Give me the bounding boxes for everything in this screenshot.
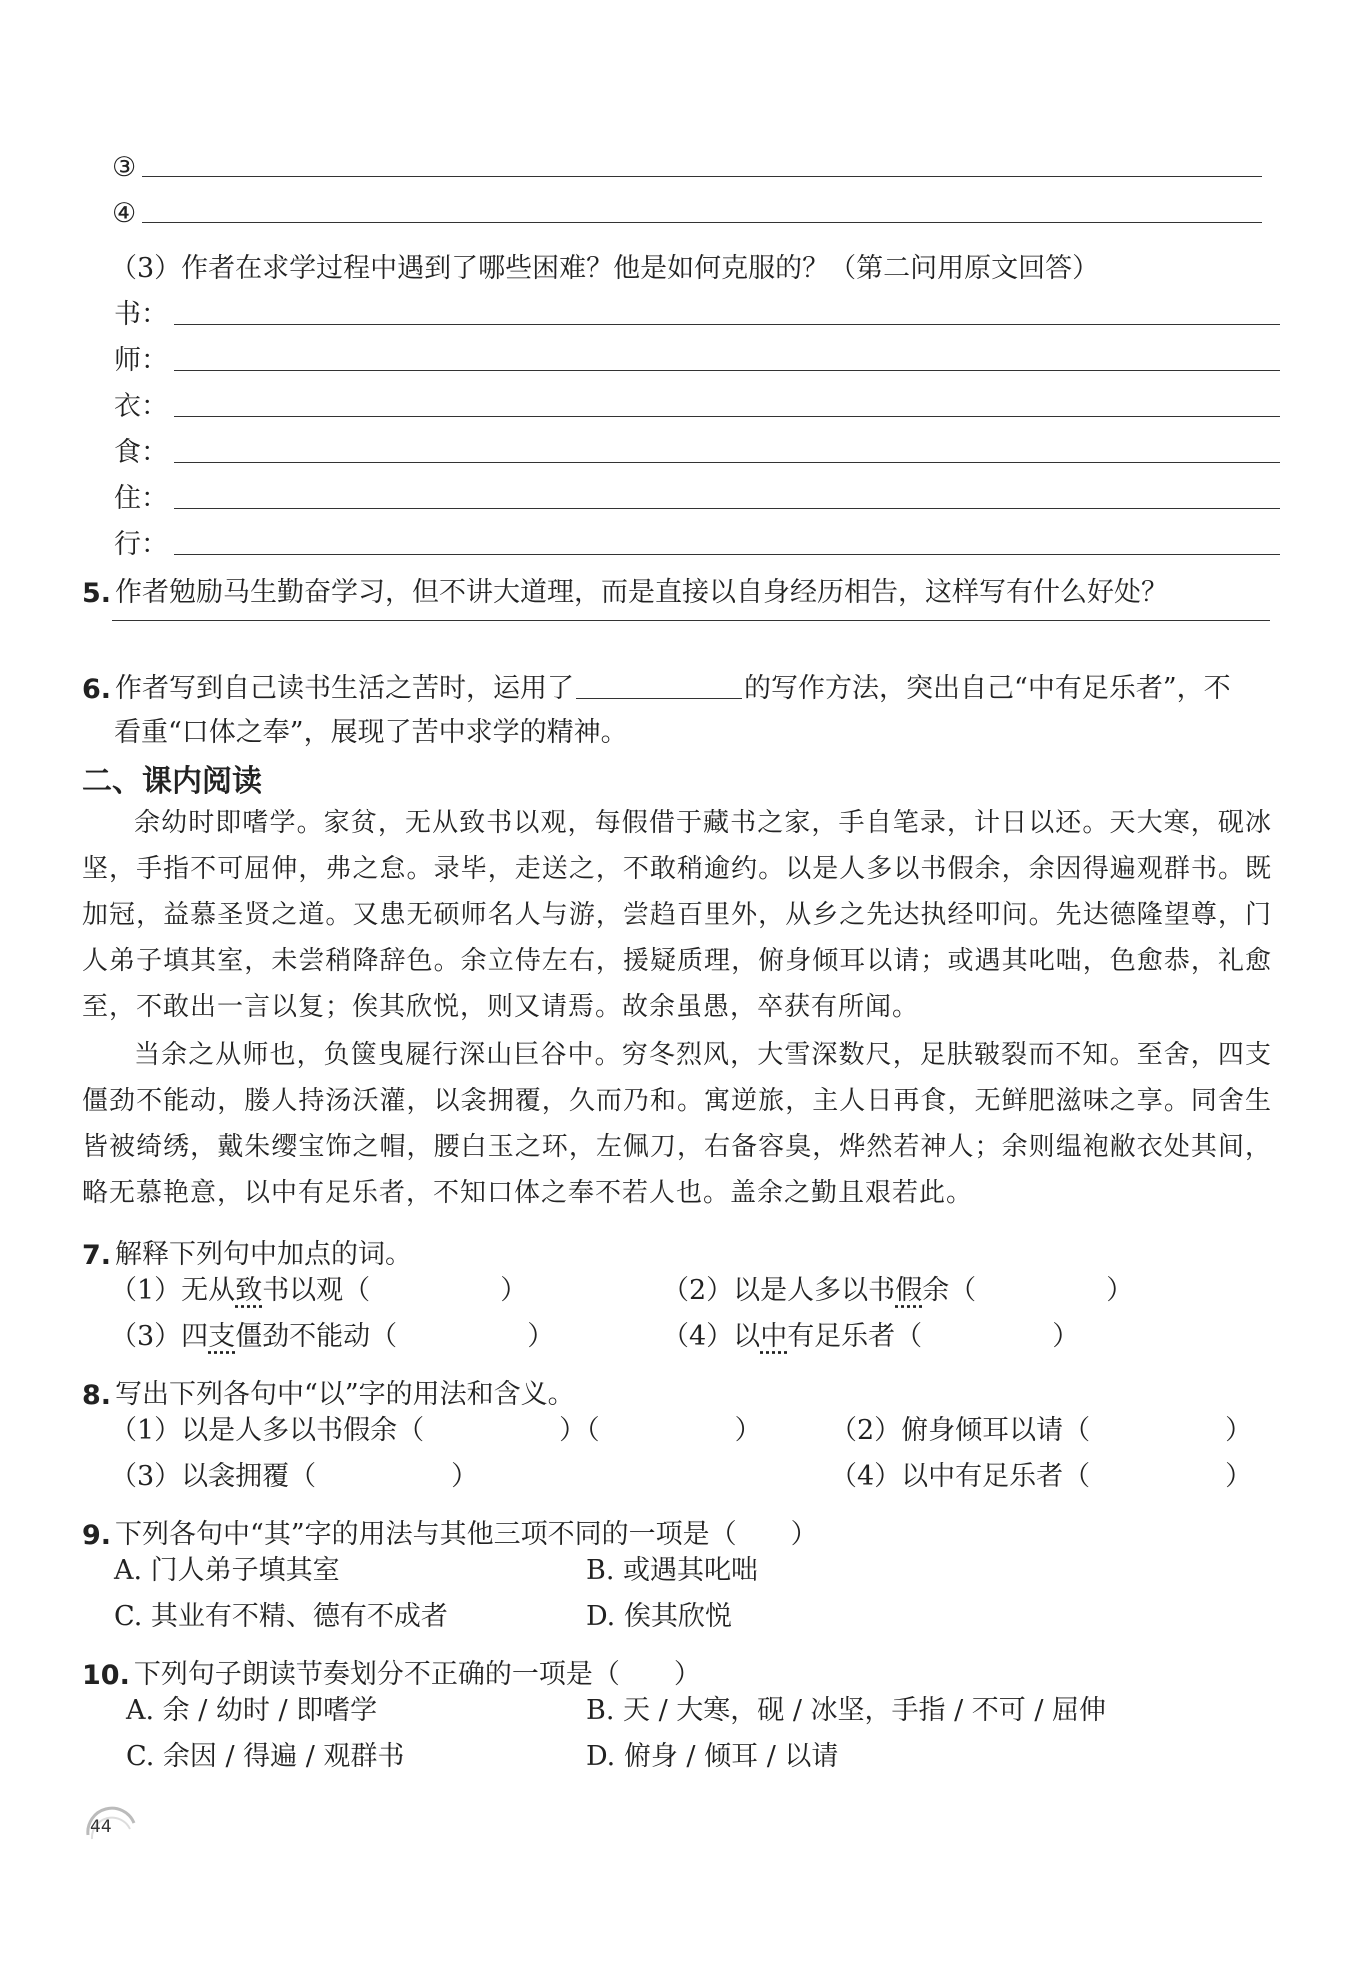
question-8-item-4[interactable]: （4）以中有足乐者（ ）	[830, 1461, 1253, 1492]
question-10-option-b[interactable]: B. 天 / 大寒，砚 / 冰坚，手指 / 不可 / 屈伸	[586, 1695, 1107, 1726]
question-10-option-d[interactable]: D. 俯身 / 倾耳 / 以请	[586, 1741, 839, 1772]
question-10: 10. 下列句子朗读节奏划分不正确的一项是（ ）	[82, 1659, 701, 1691]
question-9-option-b[interactable]: B. 或遇其叱咄	[586, 1555, 759, 1586]
answer-blank[interactable]	[142, 222, 1262, 223]
question-6: 6. 作者写到自己读书生活之苦时，运用了 的写作方法，突出自己“中有足乐者”，不	[82, 673, 1231, 705]
answer-line-shi-food[interactable]	[114, 430, 1280, 469]
answer-blank[interactable]	[174, 416, 1280, 417]
answer-line-xing[interactable]	[114, 522, 1280, 561]
answer-blank[interactable]	[174, 462, 1280, 463]
question-7-item-3: （3）四支僵劲不能动（ ）	[110, 1321, 555, 1352]
question-7: 7. 解释下列句中加点的词。	[82, 1239, 413, 1271]
question-7-item-1: （1）无从致书以观（ ）	[110, 1275, 528, 1306]
passage-paragraph-2: 当余之从师也，负箧曳屣行深山巨谷中。穷冬烈风，大雪深数尺，足肤皲裂而不知。至舍，四支僵劲不能动，媵人持汤沃灌，以衾拥覆，久而乃和。寓逆旅，主人日再食，无鲜肥滋味之享。同舍生皆被绮绣，戴朱缨宝饰之帽，腰白玉之环，左佩刀，右备容臭，烨然若神人；余则缊袍敝衣处其间，略无慕艳意，以中有足乐者，不知口体之奉不若人也。盖余之勤且艰若此。	[82, 1040, 1272, 1208]
section-title: 二、课内阅读	[82, 764, 262, 799]
passage-paragraph-1: 余幼时即嗜学。家贫，无从致书以观，每假借于藏书之家，手自笔录，计日以还。天大寒，砚冰坚，手指不可屈伸，弗之怠。录毕，走送之，不敢稍逾约。以是人多以书假余，余因得遍观群书。既加冠，益慕圣贤之道。又患无硕师名人与游，尝趋百里外，从乡之先达执经叩问。先达德隆望尊，门人弟子填其室，未尝稍降辞色。余立侍左右，援疑质理，俯身倾耳以请；或遇其叱咄，色愈恭，礼愈至，不敢出一言以复；俟其欣悦，则又请焉。故余虽愚，卒获有所闻。	[82, 808, 1272, 1022]
question-9-option-a[interactable]: A. 门人弟子填其室	[114, 1555, 340, 1586]
answer-line-label: 住：	[114, 483, 168, 514]
question-6-cont: 看重“口体之奉”，展现了苦中求学的精神。	[114, 717, 628, 748]
answer-line-label: 师：	[114, 345, 168, 376]
question-8-item-3[interactable]: （3）以衾拥覆（ ）	[110, 1461, 479, 1492]
answer-line-shu[interactable]	[114, 292, 1280, 331]
answer-blank[interactable]	[142, 176, 1262, 177]
question-9-option-d[interactable]: D. 俟其欣悦	[586, 1601, 732, 1632]
answer-line-yi[interactable]	[114, 384, 1280, 423]
answer-blank[interactable]	[174, 370, 1280, 371]
answer-line-3[interactable]	[112, 152, 1262, 183]
question-5: 5. 作者勉励马生勤奋学习，但不讲大道理，而是直接以自身经历相告，这样写有什么好处？	[82, 577, 1169, 609]
answer-line-4[interactable]	[112, 198, 1262, 229]
answer-line-label: ③	[112, 152, 137, 183]
answer-line-shi[interactable]	[114, 338, 1280, 377]
answer-blank[interactable]	[112, 620, 1270, 621]
question-8: 8. 写出下列各句中“以”字的用法和含义。	[82, 1379, 575, 1411]
question-7-item-2: （2）以是人多以书假余（ ）	[662, 1275, 1134, 1306]
question-10-option-c[interactable]: C. 余因 / 得遍 / 观群书	[126, 1741, 405, 1772]
question-3-text: （3）作者在求学过程中遇到了哪些困难？他是如何克服的？（第二问用原文回答）	[110, 253, 1100, 284]
answer-blank[interactable]	[174, 554, 1280, 555]
question-7-item-4: （4）以中有足乐者（ ）	[662, 1321, 1080, 1352]
question-8-item-1[interactable]: （1）以是人多以书假余（ ）（ ）	[110, 1415, 762, 1446]
fill-blank[interactable]	[576, 698, 742, 699]
answer-blank[interactable]	[174, 324, 1280, 325]
answer-line-label: ④	[112, 198, 137, 229]
question-10-option-a[interactable]: A. 余 / 幼时 / 即嗜学	[126, 1695, 378, 1726]
reading-passage	[82, 800, 1272, 1216]
answer-blank[interactable]	[174, 508, 1280, 509]
page-number: 44	[90, 1817, 112, 1837]
question-9-option-c[interactable]: C. 其业有不精、德有不成者	[114, 1601, 448, 1632]
question-9: 9. 下列各句中“其”字的用法与其他三项不同的一项是（ ）	[82, 1519, 818, 1551]
question-8-item-2[interactable]: （2）俯身倾耳以请（ ）	[830, 1415, 1253, 1446]
answer-line-label: 行：	[114, 529, 168, 560]
answer-line-zhu[interactable]	[114, 476, 1280, 515]
answer-line-label: 书：	[114, 299, 168, 330]
question-5-answer-line[interactable]	[112, 620, 1270, 627]
page-number-badge	[84, 1795, 138, 1849]
answer-line-label: 衣：	[114, 391, 168, 422]
answer-line-label: 食：	[114, 437, 168, 468]
